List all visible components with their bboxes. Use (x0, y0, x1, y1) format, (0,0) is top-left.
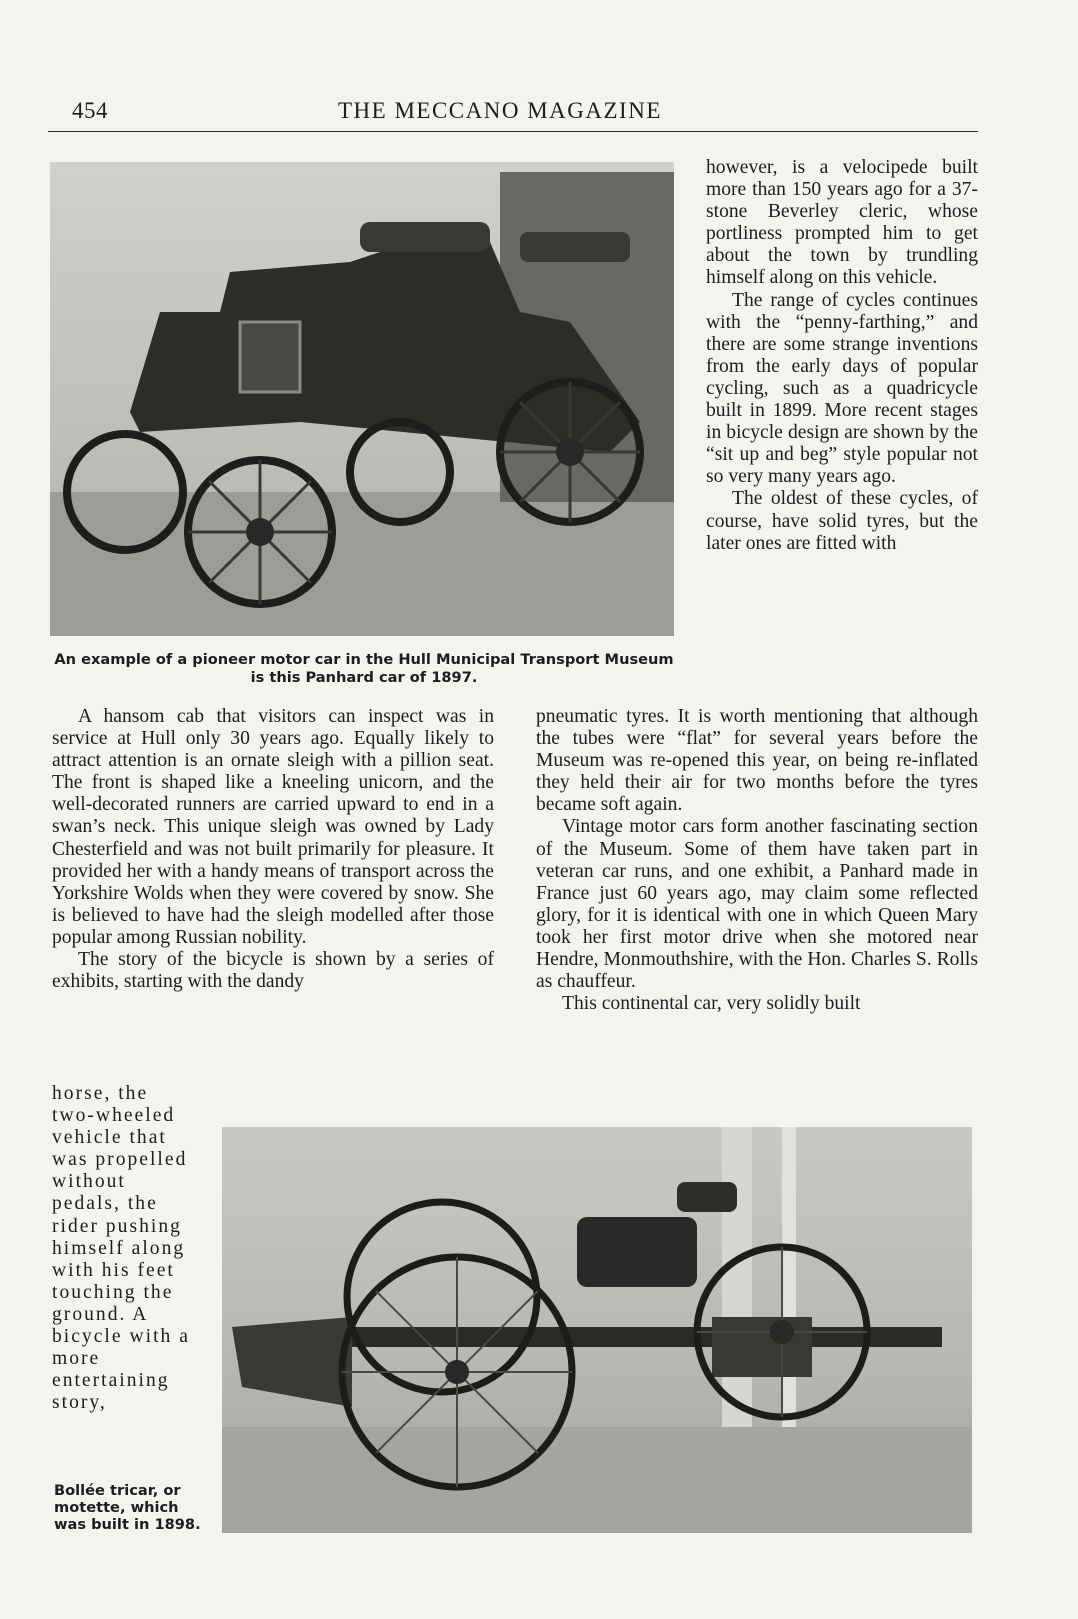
magazine-title: THE MECCANO MAGAZINE (338, 98, 662, 123)
panhard-car-caption: An example of a pioneer motor car in the Hull Municipal Transport Museum is this Panhard car of 1897. (54, 651, 674, 686)
paragraph: horse, the two-wheeled vehicle that was propelled without pedals, the rider pushing himself along with his feet touching the ground. A bicycle with a more entertaining story, (52, 1083, 190, 1414)
paragraph: pneumatic tyres. It is worth mentioning that although the tubes were “flat” for several years before the Museum was re-opened this year, on being re-inflated they held their air for two months before the tyres became soft again. (536, 706, 978, 816)
paragraph: The oldest of these cycles, of course, have solid tyres, but the later ones are fitted with (706, 488, 978, 554)
article-column-right-upper (706, 157, 978, 555)
bollee-tricar-caption: Bollée tricar, or motette, which was built in 1898. (54, 1482, 201, 1533)
paragraph: The range of cycles continues with the “penny-farthing,” and there are some strange inventions from the early days of popular cycling, such as a quadricycle built in 1899. More recent stages in bicycle design are shown by the “sit up and beg” style popular not so very many years ago. (706, 289, 978, 488)
paragraph: The story of the bicycle is shown by a series of exhibits, starting with the dandy (52, 949, 494, 993)
panhard-car-photo (50, 162, 674, 636)
header-rule (48, 131, 978, 132)
article-column-right-middle (536, 706, 978, 1015)
paragraph: A hansom cab that visitors can inspect was in service at Hull only 30 years ago. Equally likely to attract attention is an ornate sleigh with a pillion seat. The front is shaped like a kneeling unicorn, and the well-decorated runners are carried upward to end in a swan’s neck. This unique sleigh was owned by Lady Chesterfield and was not built primarily for pleasure. It provided her with a handy means of transport across the Yorkshire Wolds when they were covered by snow. She is believed to have had the sleigh modelled after those popular among Russian nobility. (52, 706, 494, 948)
paragraph: Vintage motor cars form another fascinating section of the Museum. Some of them have taken part in veteran car runs, and one exhibit, a Panhard made in France just 60 years ago, may claim some reflected glory, for it is identical with one in which Queen Mary took her first motor drive when she motored near Hendre, Monmouthshire, with the Hon. Charles S. Rolls as chauffeur. (536, 816, 978, 993)
article-column-left (52, 706, 494, 993)
bollee-tricar-photo (222, 1127, 972, 1533)
article-column-narrow (52, 1083, 192, 1414)
page-number: 454 (72, 98, 108, 123)
paragraph: This continental car, very solidly built (562, 993, 861, 1015)
paragraph: however, is a velocipede built more than 150 years ago for a 37-stone Beverley cleric, whose portliness prompted him to get about the town by trundling himself along on this vehicle. (706, 157, 978, 289)
